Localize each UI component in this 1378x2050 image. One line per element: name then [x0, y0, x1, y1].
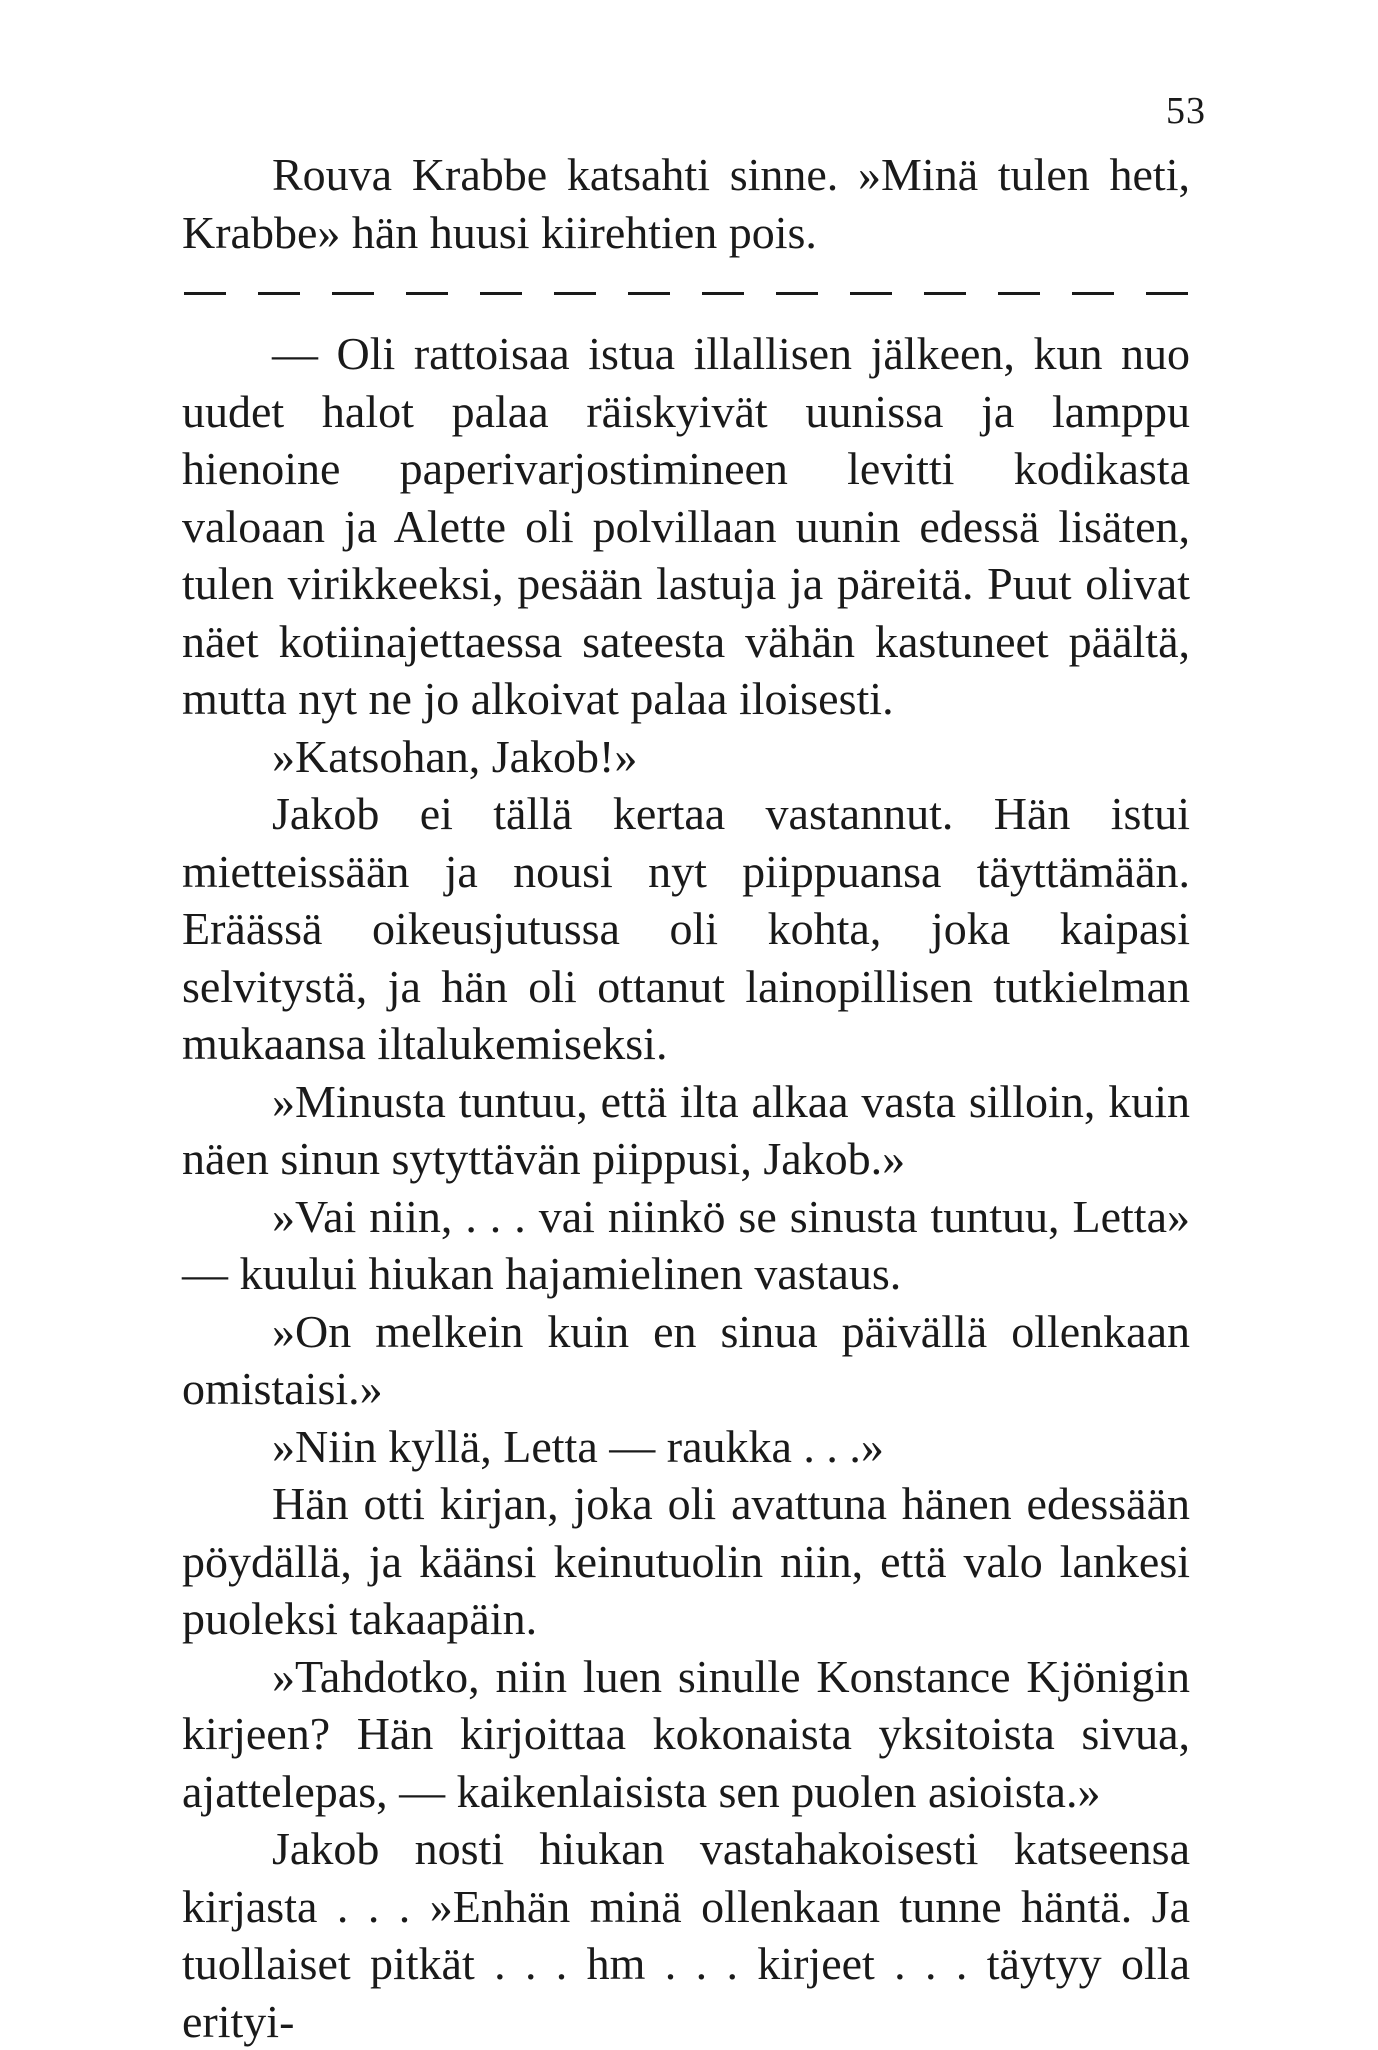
paragraph: »Tahdotko, niin luen sinulle Konstance Kjönigin kirjeen? Hän kirjoittaa kokonaista yksitoista sivua, ajattelepas, — kaikenlaisista sen puolen asioista.»: [182, 1650, 1190, 1817]
paragraph: »On melkein kuin en sinua päivällä ollenkaan omistaisi.»: [182, 1305, 1190, 1414]
paragraph: — Oli rattoisaa istua illallisen jälkeen, kun nuo uudet halot palaa räiskyivät uunissa ja lamppu hienoine paperivarjostimineen levitti kodikasta valoaan ja Alette oli polvillaan uunin edessä lisäten, tulen virikkeeksi, pesään lastuja ja päreitä. Puut olivat näet kotiinajettaessa sateesta vähän kastuneet päältä, mutta nyt ne jo alkoivat palaa iloisesti.: [182, 328, 1190, 724]
paragraph: Rouva Krabbe katsahti sinne. »Minä tulen heti, Krabbe» hän huusi kiirehtien pois.: [182, 149, 1190, 258]
paragraph: »Niin kyllä, Letta — raukka . . .»: [272, 1420, 884, 1472]
paragraph: »Katsohan, Jakob!»: [272, 730, 638, 782]
paragraph: »Minusta tuntuu, että ilta alkaa vasta silloin, kuin näen sinun sytyttävän piippusi, Jakob.»: [182, 1075, 1190, 1184]
paragraph: Jakob ei tällä kertaa vastannut. Hän istui mietteissään ja nousi nyt piippuansa täyttämään. Eräässä oikeusjutussa oli kohta, joka kaipasi selvitystä, ja hän oli ottanut lainopillisen tutkielman mukaansa iltalukemiseksi.: [182, 788, 1190, 1069]
section-separator: [182, 261, 1190, 325]
paragraph: Jakob nosti hiukan vastahakoisesti katseensa kirjasta . . . »Enhän minä ollenkaan tunne häntä. Ja tuollaiset pitkät . . . hm . . . kirjeet . . . täytyy olla erityi-: [182, 1823, 1190, 2047]
paragraph: Hän otti kirjan, joka oli avattuna hänen edessään pöydällä, ja käänsi keinutuolin niin, että valo lankesi puoleksi takaapäin.: [182, 1478, 1190, 1644]
page-text: [182, 146, 1190, 2050]
paragraph: »Vai niin, . . . vai niinkö se sinusta tuntuu, Letta» — kuului hiukan hajamielinen vastaus.: [182, 1190, 1190, 1299]
page-number: 53: [1166, 90, 1206, 132]
